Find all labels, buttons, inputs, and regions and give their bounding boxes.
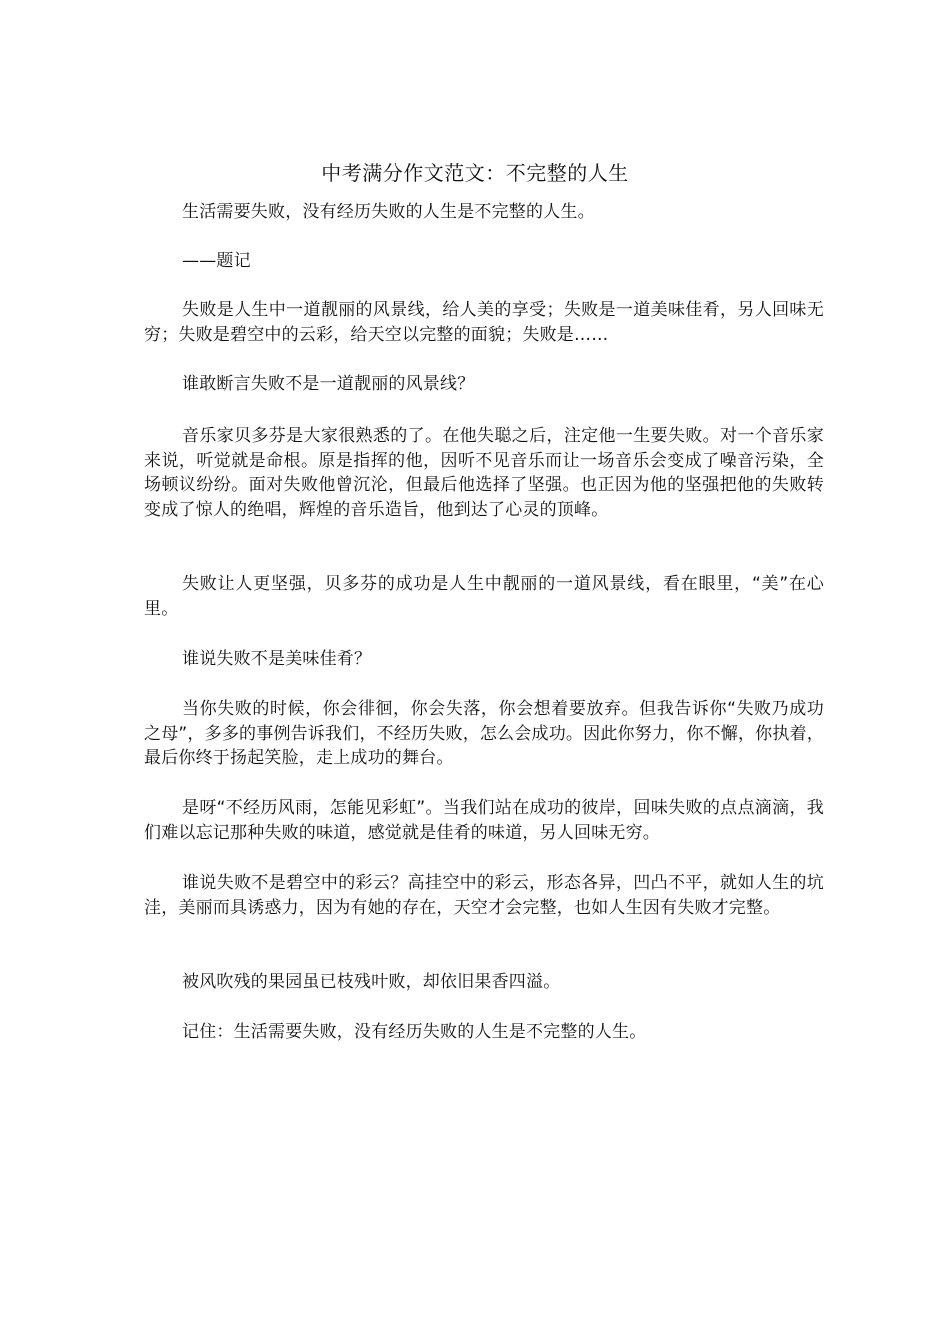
paragraph-remember: 记住：生活需要失败，没有经历失败的人生是不完整的人生。: [182, 1022, 647, 1042]
epigraph-text: 生活需要失败，没有经历失败的人生是不完整的人生。: [182, 202, 595, 222]
essay-title: 中考满分作文范文：不完整的人生: [321, 161, 629, 185]
paragraph-failure-mother-of-success: 当你失败的时候，你会徘徊，你会失落，你会想着要放弃。但我告诉你“失败乃成功之母”，多多的事例告诉我们，不经历失败，怎么会成功。因此你努力，你不懈，你执着，最后你终于扬起笑脸，走上成功的舞台。: [144, 699, 824, 769]
epigraph-attribution: ——题记: [182, 251, 251, 271]
paragraph-question-clouds: 谁说失败不是碧空中的彩云？高挂空中的彩云，形态各异，凹凸不平，就如人生的坑洼，美丽而具诱惑力，因为有她的存在，天空才会完整，也如人生因有失败才完整。: [144, 873, 824, 918]
paragraph-question-delicacy: 谁说失败不是美味佳肴？: [182, 649, 372, 669]
paragraph-beethoven: 音乐家贝多芬是大家很熟悉的了。在他失聪之后，注定他一生要失败。对一个音乐家来说，听觉就是命根。原是指挥的他，因听不见音乐而让一场音乐会变成了噪音污染，全场顿议纷纷。面对失败他曾沉沦，但最后他选择了坚强。也正因为他的坚强把他的失败转变成了惊人的绝唱，辉煌的音乐造旨，他到达了心灵的顶峰。: [144, 426, 824, 520]
paragraph-scenery-conclusion: 失败让人更坚强，贝多芬的成功是人生中靓丽的一道风景线，看在眼里，“美”在心里。: [144, 574, 824, 619]
paragraph-intro: 失败是人生中一道靓丽的风景线，给人美的享受；失败是一道美味佳肴，另人回味无穷；失败是碧空中的云彩，给天空以完整的面貌；失败是……: [144, 300, 824, 345]
paragraph-question-scenery: 谁敢断言失败不是一道靓丽的风景线？: [182, 374, 475, 394]
paragraph-orchard: 被风吹残的果园虽已枝残叶败，却依旧果香四溢。: [182, 972, 561, 992]
paragraph-rainbow: 是呀“不经历风雨，怎能见彩虹”。当我们站在成功的彼岸，回味失败的点点滴滴，我们难以忘记那种失败的味道，感觉就是佳肴的味道，另人回味无穷。: [144, 798, 824, 843]
